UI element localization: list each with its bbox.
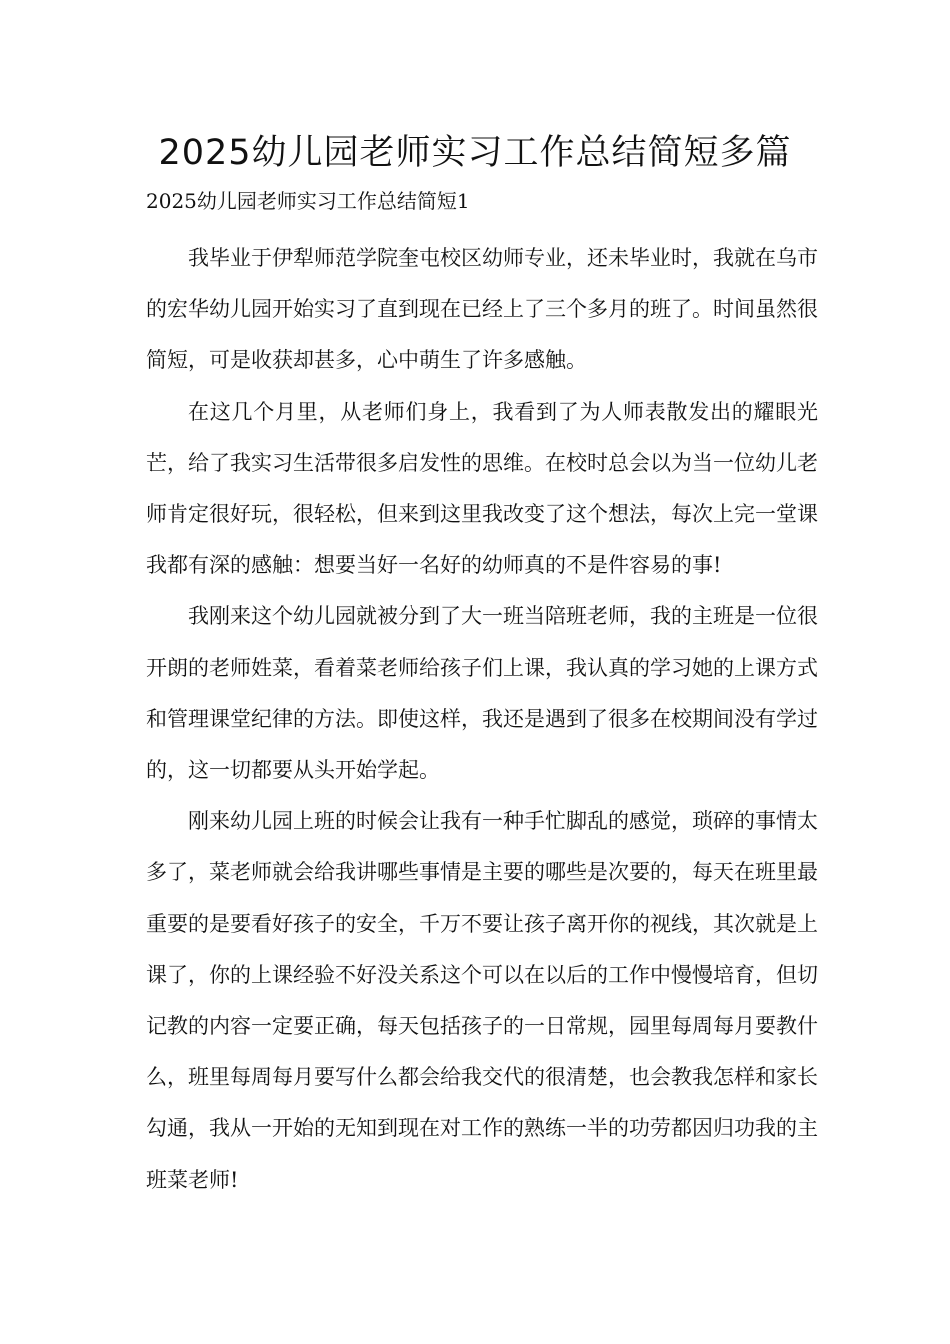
paragraph: 在这几个月里，从老师们身上，我看到了为人师表散发出的耀眼光芒，给了我实习生活带很多启发性的思维。在校时总会以为当一位幼儿老师肯定很好玩，很轻松，但来到这里我改变了这个想法，每次上完一堂课我都有深的感触：想要当好一名好的幼师真的不是件容易的事! xyxy=(146,399,818,578)
paragraph: 我毕业于伊犁师范学院奎屯校区幼师专业，还未毕业时，我就在乌市的宏华幼儿园开始实习了直到现在已经上了三个多月的班了。时间虽然很简短，可是收获却甚多，心中萌生了许多感触。 xyxy=(146,246,818,373)
document-title: 2025幼儿园老师实习工作总结简短多篇 xyxy=(158,133,792,173)
section-heading: 2025幼儿园老师实习工作总结简短1 xyxy=(146,189,470,213)
paragraph: 我刚来这个幼儿园就被分到了大一班当陪班老师，我的主班是一位很开朗的老师姓菜，看着菜老师给孩子们上课，我认真的学习她的上课方式和管理课堂纪律的方法。即使这样，我还是遇到了很多在校期间没有学过的，这一切都要从头开始学起。 xyxy=(146,604,818,783)
document-body xyxy=(146,233,818,1206)
paragraph: 刚来幼儿园上班的时候会让我有一种手忙脚乱的感觉，琐碎的事情太多了，菜老师就会给我讲哪些事情是主要的哪些是次要的，每天在班里最重要的是要看好孩子的安全，千万不要让孩子离开你的视线，其次就是上课了，你的上课经验不好没关系这个可以在以后的工作中慢慢培育，但切记教的内容一定要正确，每天包括孩子的一日常规，园里每周每月要教什么，班里每周每月要写什么都会给我交代的很清楚，也会教我怎样和家长勾通，我从一开始的无知到现在对工作的熟练一半的功劳都因归功我的主班菜老师! xyxy=(146,809,818,1192)
